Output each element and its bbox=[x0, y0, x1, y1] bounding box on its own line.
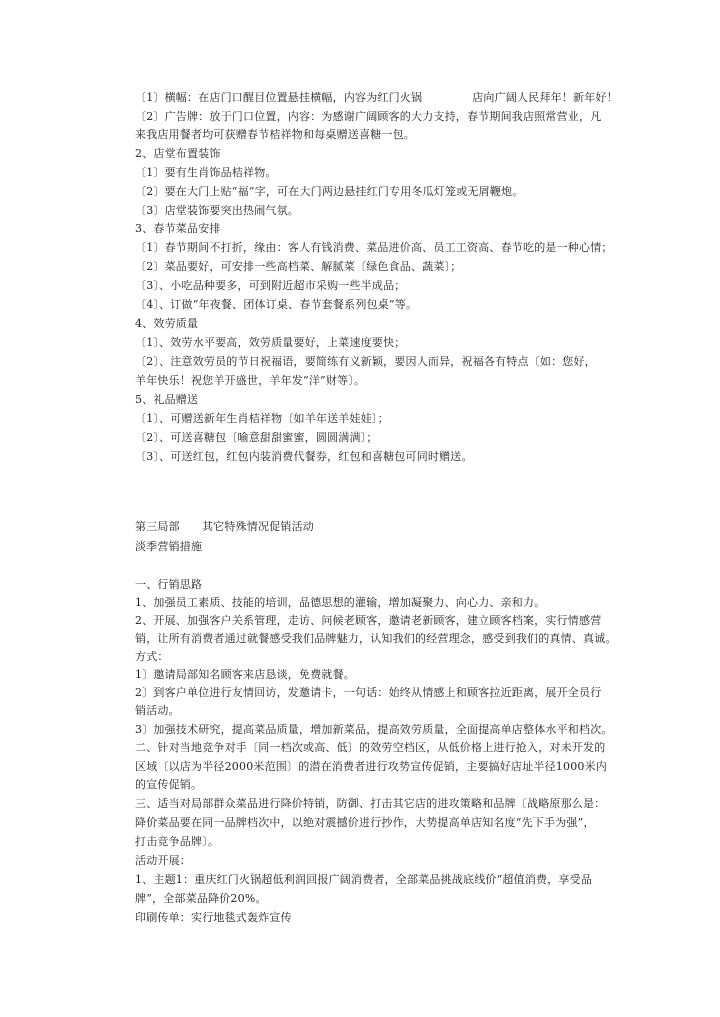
list-item: 〔3〕店堂装饰要突出热闹气氛。 bbox=[135, 204, 299, 217]
paragraph-line: 2、开展、加强客户关系管理，走访、问候老顾客，邀请老新顾客，建立顾客档案，实行情感营 bbox=[135, 614, 602, 627]
section-heading: 2、店堂布置装饰 bbox=[135, 147, 221, 160]
paragraph-line: 方式： bbox=[135, 650, 169, 663]
part-subtitle: 淡季营销措施 bbox=[135, 540, 203, 553]
list-item: 〔2〕、可送喜糖包〔喻意甜甜蜜蜜，圆圆满满〕； bbox=[135, 431, 378, 444]
list-item: 羊年快乐！祝您羊开盛世，羊年发“洋”财等〕。 bbox=[135, 374, 366, 387]
paragraph-line: 印刷传单：实行地毯式轰炸宣传 bbox=[135, 911, 292, 924]
paragraph-line: 活动开展： bbox=[135, 854, 191, 867]
list-item: 〔2〕要在大门上贴“福”字，可在大门两边悬挂红门专用冬瓜灯笼或无屑鞭炮。 bbox=[135, 185, 524, 198]
list-item: 〔1〕、效劳水平要高，效劳质量要好，上菜速度要快； bbox=[135, 336, 406, 349]
list-item: 〔2〕、注意效劳员的节日祝福语，要简练有义新颖，要因人而异，祝福各有特点〔如：您好， bbox=[135, 355, 596, 368]
paragraph-line: 1〕邀请局部知名顾客来店恳谈，免费就餐。 bbox=[135, 668, 355, 681]
paragraph-line: 二、针对当地竞争对手〔同一档次或高、低〕的效劳空档区，从低价格上进行抢入，对未开发的 bbox=[135, 741, 606, 754]
paragraph-line: 来我店用餐者均可获赠春节桔祥物和每桌赠送喜糖一包。 bbox=[135, 128, 415, 141]
paragraph-line: 的宣传促销。 bbox=[135, 778, 203, 791]
paragraph-line: 销，让所有消费者通过就餐感受我们品牌魅力，认知我们的经营理念，感受到我们的真情、真诚。 bbox=[135, 632, 617, 645]
section-heading: 3、春节菜品安排 bbox=[135, 222, 221, 235]
list-item: 〔1〕要有生肖饰品桔祥物。 bbox=[135, 166, 277, 179]
paragraph-line: 打击竞争品牌〕。 bbox=[135, 835, 220, 848]
paragraph-line: 〔2〕广告牌：放于门口位置，内容：为感谢广阔顾客的大力支持，春节期间我店照常营业，凡 bbox=[135, 110, 602, 123]
list-item: 〔3〕、小吃品种要多，可到附近超市采购一些半成品； bbox=[135, 279, 406, 292]
paragraph-line: 1、加强员工素质、技能的培训，品德思想的灌输，增加凝聚力、向心力、亲和力。 bbox=[135, 596, 546, 609]
list-item: 〔1〕春节期间不打折，缘由：客人有钱消费、菜品进价高、员工工资高、春节吃的是一种心情； bbox=[135, 241, 613, 254]
banner-line bbox=[135, 91, 618, 105]
paragraph-line: 降价菜品要在同一品牌档次中，以绝对震撼价进行抄作，大势提高单店知名度“先下手为强”， bbox=[135, 816, 595, 829]
banner-text-a: 〔1〕横幅：在店门口醒目位置悬挂横幅，内容为红门火锅 bbox=[135, 91, 423, 104]
paragraph-line: 牌”，全部菜品降价20%。 bbox=[135, 892, 267, 905]
list-item: 〔1〕、可赠送新年生肖桔祥物〔如羊年送羊娃娃〕； bbox=[135, 412, 389, 425]
paragraph-line: 区域〔以店为半径2000米范围〕的潜在消费者进行攻势宣传促销，主要搞好店址半径1000米内 bbox=[135, 760, 607, 773]
paragraph-line: 3〕加强技术研究，提高菜品质量，增加新菜品，提高效劳质量，全面提高单店整体水平和档次。 bbox=[135, 723, 613, 736]
paragraph-line: 三、适当对局部群众菜品进行降价特销，防御、打击其它店的进攻策略和品牌〔战略原那么是： bbox=[135, 797, 606, 810]
section-heading: 5、礼品赠送 bbox=[135, 393, 199, 406]
list-item: 〔3〕、可送红包，红包内装消费代餐券，红包和喜糖包可同时赠送。 bbox=[135, 450, 473, 463]
section-heading: 4、效劳质量 bbox=[135, 317, 199, 330]
paragraph-line: 1、主题1：重庆红门火锅超低利润回报广阔消费者，全部菜品挑战底线价“超值消费，享受品 bbox=[135, 873, 593, 886]
list-item: 〔4〕、订做“年夜餐、团体订桌、春节套餐系列包桌”等。 bbox=[135, 298, 418, 311]
banner-text-b: 店向广阔人民拜年！新年好！ bbox=[472, 91, 618, 104]
list-item: 〔2〕菜品要好，可安排一些高档菜、解腻菜〔绿色食品、蔬菜〕； bbox=[135, 260, 462, 273]
paragraph-line: 销活动。 bbox=[135, 704, 180, 717]
paragraph-line: 2〕到客户单位进行友情回访，发邀请卡，一句话：始终从情感上和顾客拉近距离，展开全员行 bbox=[135, 686, 602, 699]
part-title: 第三局部 其它特殊情况促销活动 bbox=[135, 520, 314, 533]
section-heading: 一、行销思路 bbox=[135, 578, 203, 591]
